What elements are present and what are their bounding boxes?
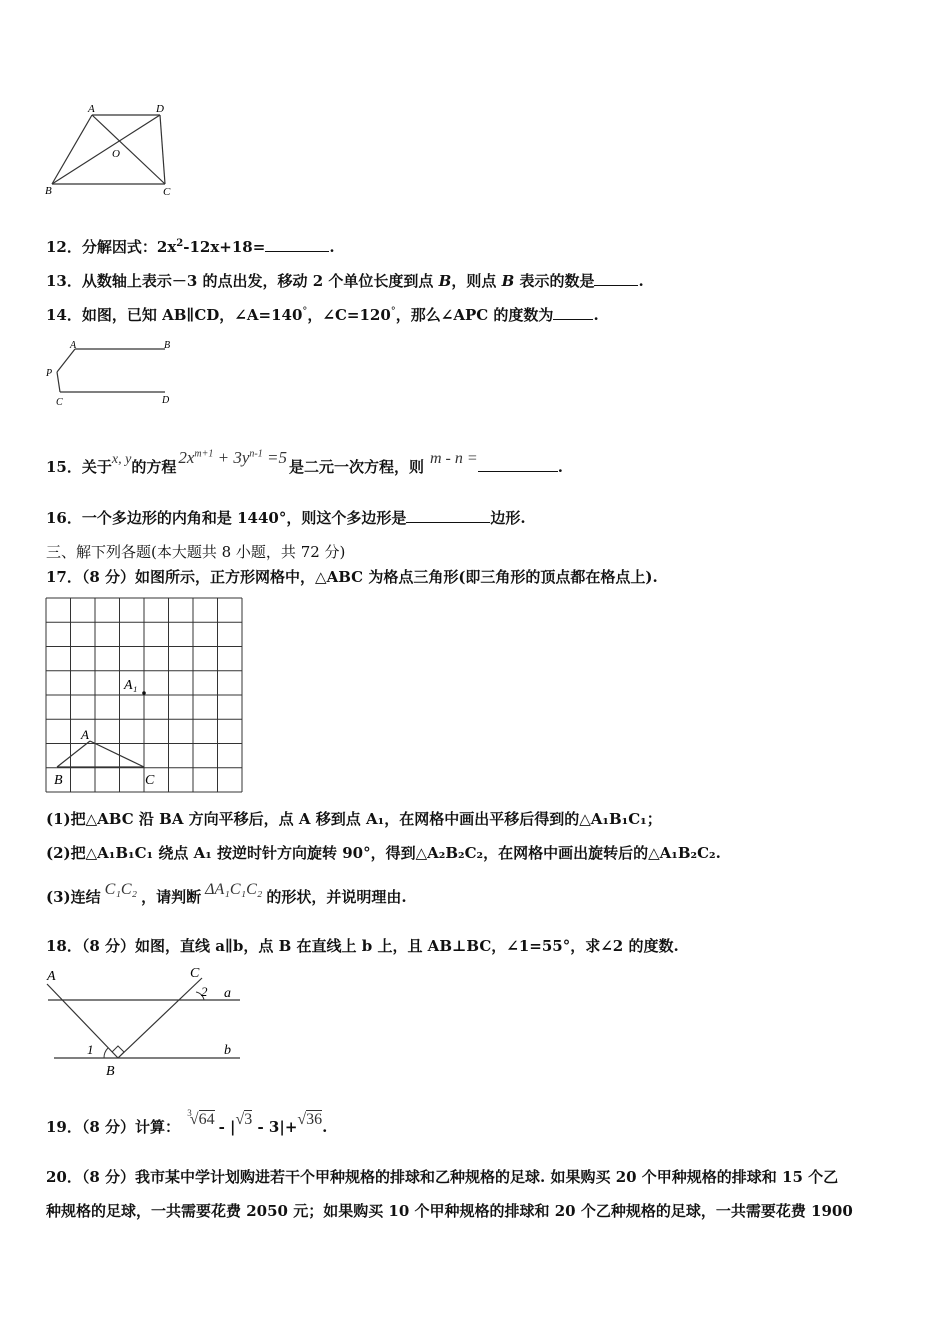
q14-end: . (593, 306, 599, 324)
q14-blank (553, 305, 593, 320)
q19-mid: - 3|+ (252, 1118, 298, 1136)
q14-text2: ，∠C=120 (307, 306, 391, 324)
q18-number: 18． (46, 937, 82, 955)
question-12 (46, 236, 335, 257)
q15-mn: m - n = (430, 450, 478, 467)
question-13 (46, 270, 644, 291)
label-B: B (54, 773, 63, 788)
q13-text3: 表示的数是 (514, 272, 595, 290)
label-B: B (106, 1064, 115, 1078)
q19-minus: - | (218, 1118, 236, 1136)
q15-eq-a: 2x (178, 448, 195, 467)
q12-number: 12． (46, 238, 82, 256)
q13-B2: B (501, 272, 515, 290)
label-C: C (190, 966, 200, 981)
label-D: D (156, 103, 164, 115)
q19-end: . (322, 1118, 328, 1136)
label-C: C (163, 186, 171, 198)
label-a: a (224, 986, 231, 1001)
q12-blank (265, 237, 329, 252)
q19-text: （8 分）计算： (81, 1118, 181, 1136)
label-1: 1 (87, 1042, 94, 1057)
q17-p3b: ，请判断 (141, 888, 202, 906)
q19-radicand-2: 3 (244, 1111, 253, 1128)
q14-text3: ，那么∠APC 的度数为 (395, 306, 554, 324)
question-15 (46, 448, 563, 477)
q12-expr: 2x (156, 238, 177, 256)
q12-expr2: -12x+18= (183, 238, 266, 256)
question-16 (46, 507, 526, 528)
grid-figure-17 (44, 596, 246, 796)
q12-end: . (329, 238, 335, 256)
q17-part-3 (46, 881, 407, 907)
q15-pre: 关于 (81, 458, 112, 476)
q19-root-index: 3 (187, 1107, 192, 1118)
q14-text: 如图，已知 AB∥CD，∠A=140 (81, 306, 303, 324)
q19-radicand-1: 64 (198, 1111, 215, 1128)
q19-number: 19． (46, 1118, 82, 1136)
label-A: A (81, 727, 89, 742)
q13-end: . (638, 272, 644, 290)
label-C: C (56, 397, 63, 408)
question-20-line-2: 种规格的足球，一共需要花费 2050 元；如果购买 10 个甲种规格的排球和 20 个乙种规格的足球，一共需要花费 1900 (46, 1202, 853, 1220)
q17-number: 17． (46, 568, 82, 586)
q12-sup: 2 (176, 238, 184, 249)
q15-post: 是二元一次方程，则 (288, 458, 424, 476)
q17-tri: ΔA₁C₁C₂ (205, 881, 263, 898)
label-P: P (46, 368, 53, 379)
q15-eq-a-sup: m+1 (194, 448, 214, 460)
section-3-heading: 三、解下列各题(本大题共 8 小题，共 72 分) (46, 543, 346, 561)
question-18 (46, 935, 679, 956)
label-O: O (112, 148, 120, 160)
q19-radicand-3: 36 (306, 1111, 323, 1128)
label-B: B (45, 185, 52, 197)
q15-mid: 的方程 (131, 458, 177, 476)
label-B: B (164, 340, 171, 351)
q20-line1: （8 分）我市某中学计划购进若干个甲种规格的排球和乙种规格的足球. 如果购买 20 个甲种规格的排球和 15 个乙 (81, 1168, 839, 1186)
q13-text2: ，则点 (451, 272, 502, 290)
q13-blank (594, 271, 638, 286)
q15-number: 15． (46, 458, 82, 476)
q15-eq-c: =5 (262, 448, 287, 467)
q17-c1c2: C₁C₂ (104, 881, 138, 898)
label-A: A (70, 340, 77, 351)
q16-text2: 边形. (490, 509, 526, 527)
q15-eq-b: + 3y (213, 448, 250, 467)
q17-p3a: (3)连结 (46, 888, 101, 906)
parallel-lines-figure-14 (40, 338, 190, 410)
q15-eq-b-sup: n-1 (249, 448, 263, 460)
q18-text: （8 分）如图，直线 a∥b，点 B 在直线上 b 上，且 AB⊥BC，∠1=55°，求∠2 的度数. (81, 937, 679, 955)
q20-number: 20． (46, 1168, 82, 1186)
q14-deg1: ° (302, 306, 308, 317)
q13-number: 13． (46, 272, 82, 290)
q16-number: 16． (46, 509, 82, 527)
trapezoid-figure (40, 100, 190, 200)
q17-part-2: (2)把△A₁B₁C₁ 绕点 A₁ 按逆时针方向旋转 90°，得到△A₂B₂C₂，在网格中画出旋转后的△A₁B₂C₂. (46, 844, 721, 862)
q14-deg2: ° (390, 306, 396, 317)
q15-blank (478, 457, 558, 472)
label-C: C (145, 773, 155, 788)
q15-vars: x, y (111, 452, 132, 467)
question-14 (46, 304, 599, 325)
q17-text: （8 分）如图所示，正方形网格中，△ABC 为格点三角形(即三角形的顶点都在格点上). (81, 568, 658, 586)
q16-blank (406, 508, 490, 523)
q15-end: . (557, 458, 563, 476)
q12-text: 分解因式： (81, 238, 157, 256)
q13-text1: 从数轴上表示－3 的点出发，移动 2 个单位长度到点 (81, 272, 439, 290)
label-D: D (162, 395, 170, 406)
question-20 (46, 1166, 838, 1187)
q13-B: B (438, 272, 452, 290)
q17-p3c: 的形状，并说明理由. (266, 888, 407, 906)
label-A: A (88, 103, 95, 115)
q16-text1: 一个多边形的内角和是 1440°，则这个多边形是 (81, 509, 407, 527)
label-A: A (47, 969, 56, 984)
question-17 (46, 566, 658, 587)
label-A1: A₁ (124, 678, 138, 693)
question-19: 19．（8 分）计算： $^3$√64 - |√3 - 3|+√36. (46, 1107, 328, 1136)
label-b: b (224, 1043, 231, 1058)
label-2: 2 (201, 984, 208, 999)
figure-18 (40, 962, 240, 1078)
q14-number: 14． (46, 306, 82, 324)
q17-part-1: (1)把△ABC 沿 BA 方向平移后，点 A 移到点 A₁，在网格中画出平移后得到的△A₁B₁C₁； (46, 810, 662, 828)
